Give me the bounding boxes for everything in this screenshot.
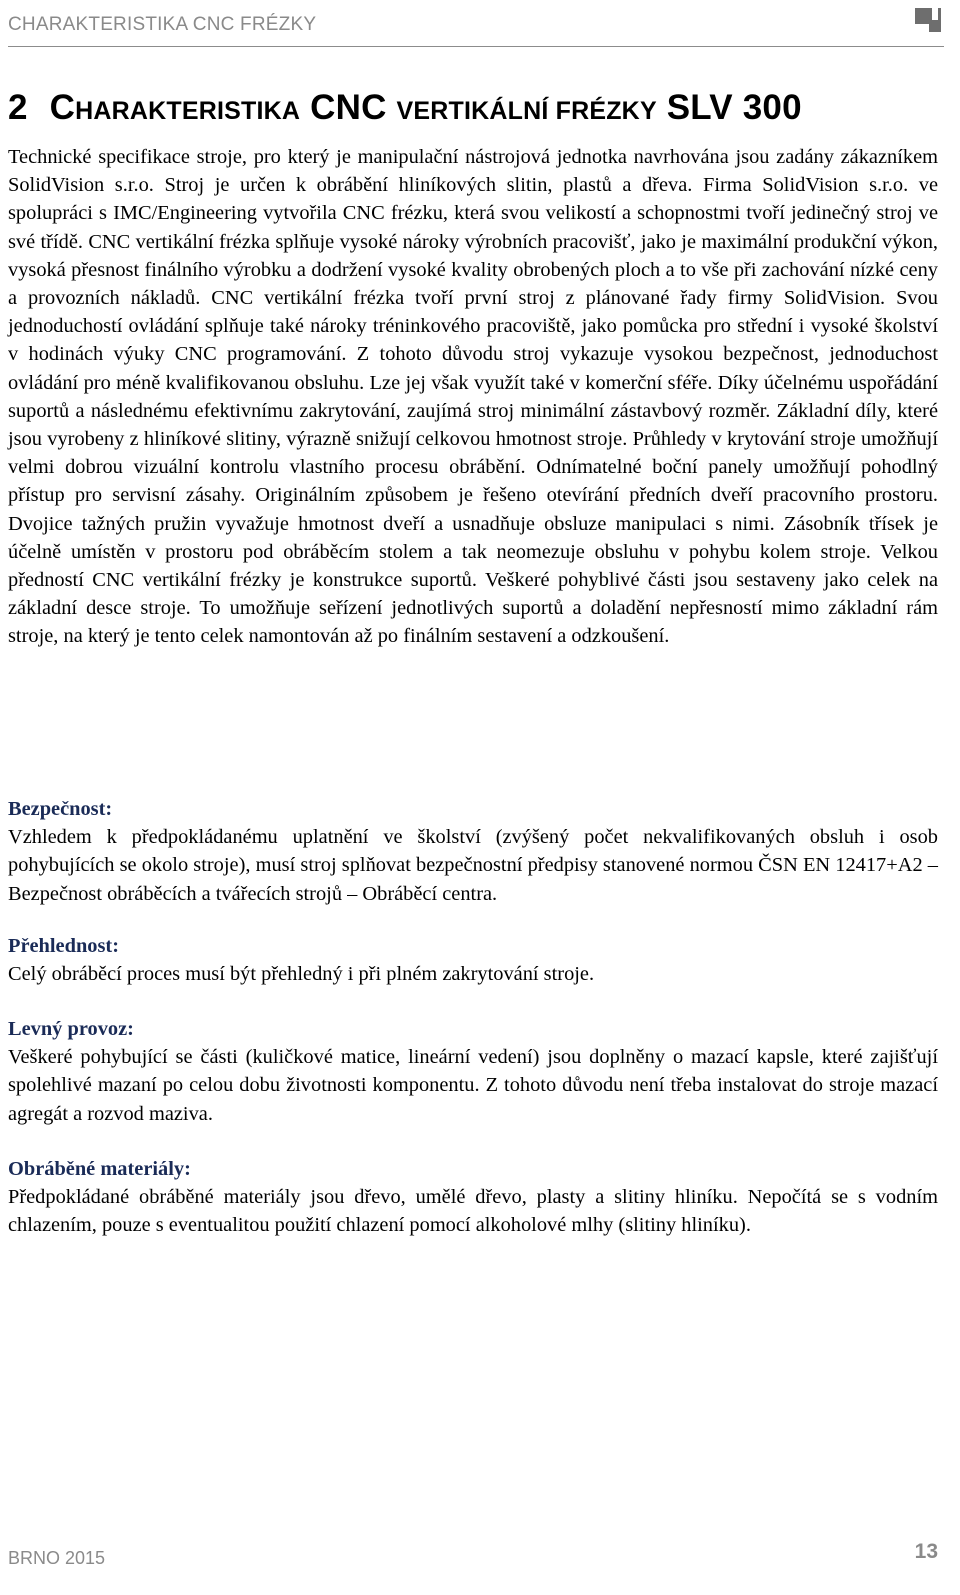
section-cheap-operation (8, 1015, 938, 1128)
page-number: 13 (914, 1540, 938, 1563)
section-title: Obráběné materiály: (8, 1158, 191, 1180)
section-clarity (8, 932, 938, 988)
heading-model: SLV 300 (656, 88, 802, 127)
page-header (8, 10, 944, 47)
footer-location-year: BRNO 2015 (8, 1548, 106, 1568)
header-title: CHARAKTERISTIKA CNC FRÉZKY (8, 14, 317, 35)
chapter-heading (8, 88, 948, 128)
heading-initial: C (49, 88, 76, 127)
heading-smallcaps-1: HARAKTERISTIKA (75, 97, 301, 125)
heading-smallcaps-2: VERTIKÁLNÍ FRÉZKY (396, 97, 657, 125)
section-body: Předpokládané obráběné materiály jsou dřevo, umělé dřevo, plasty a slitiny hliníku. Nepočítá se s vodním chlazením, pouze s eventualitou použití chlazení pomocí alkoholové mlhy (slitiny hliníku). (8, 1186, 938, 1237)
section-title: Přehlednost: (8, 935, 120, 957)
section-title: Bezpečnost: (8, 798, 113, 820)
section-safety (8, 795, 938, 908)
section-body: Veškeré pohybující se části (kuličkové matice, lineární vedení) jsou doplněny o mazací kapsle, které zajišťují spolehlivé mazaní po celou dobu životnosti komponentu. Z tohoto důvodu není třeba instalovat do stroje mazací agregát a rozvod maziva. (8, 1046, 938, 1125)
intro-paragraph: Technické specifikace stroje, pro který je manipulační nástrojová jednotka navrhována jsou zadány zákazníkem SolidVision s.r.o. Stroj je určen k obrábění hliníkových slitin, plastů a dřeva. Firma SolidVision s.r.o. ve spolupráci s IMC/Engineering vytvořila CNC frézku, která svou velikostí a schopnostmi tvoří jedinečný stroj ve své třídě. CNC vertikální frézka splňuje vysoké nároky výrobních pracovišť, jako je maximální produkční výkon, vysoká přesnost finálního výrobku a dodržení vysoké kvality obrobených ploch a to vše při zachování nízké ceny a provozních nákladů. CNC vertikální frézka tvoří první stroj z plánované řady firmy SolidVision. Svou jednoduchostí ovládání splňuje také nároky tréninkového pracoviště, jako pomůcka pro střední i vysoké školství v hodinách výuky CNC programování. Z tohoto důvodu stroj vykazuje vysokou bezpečnost, jednoduchost ovládání pro méně kvalifikovanou obsluhu. Lze jej však využít také v komerční sféře. Díky účelnému uspořádání suportů a následnému efektivnímu zakrytování, zaujímá stroj minimální zástavbový rozměr. Základní díly, které jsou vyrobeny z hliníkové slitiny, výrazně snižují celkovou hmotnost stroje. Průhledy v krytování stroje umožňují velmi dobrou vizuální kontrolu vlastního procesu obrábění. Odnímatelné boční panely umožňují pohodlný přístup pro servisní zásahy. Originálním způsobem je řešeno otevírání předních dveří pracovního prostoru. Dvojice tažných pružin vyvažuje hmotnost dveří a usnadňuje obsluze manipulaci s nimi. Zásobník třísek je účelně umístěn v prostoru pod obráběcím stolem a tak neomezuje obsluhu v pohybu kolem stroje. Velkou předností CNC vertikální frézky je konstrukce suportů. Veškeré pohyblivé části jsou sestaveny jako celek na základní desce stroje. To umožňuje seřízení jednotlivých suportů a doladění nepřesností mimo základní rám stroje, na který je tento celek namontován až po finálním sestavení a odzkoušení. (8, 146, 938, 648)
section-body: Vzhledem k předpokládanému uplatnění ve školství (zvýšený počet nekvalifikovaných obsluh i osob pohybujících se okolo stroje), musí stroj splňovat bezpečnostní předpisy stanovené normou ČSN EN 12417+A2 – Bezpečnost obráběcích a tvářecích strojů – Obráběcí centra. (8, 826, 938, 905)
chapter-number: 2 (8, 88, 28, 127)
heading-cnc: CNC (300, 88, 397, 127)
university-logo-icon (912, 4, 944, 36)
section-body: Celý obráběcí proces musí být přehledný i při plném zakrytování stroje. (8, 963, 595, 985)
section-materials (8, 1155, 938, 1240)
section-title: Levný provoz: (8, 1018, 134, 1040)
